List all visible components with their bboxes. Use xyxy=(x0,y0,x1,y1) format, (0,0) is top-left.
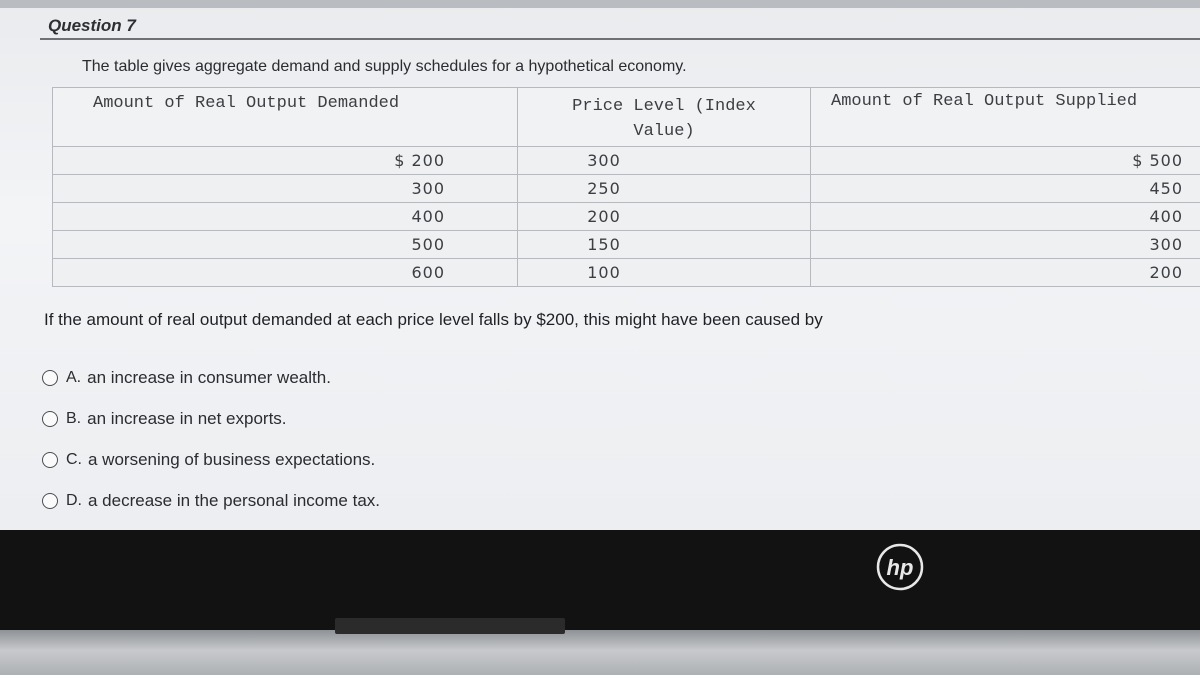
choice-a[interactable] xyxy=(42,357,380,398)
table-row xyxy=(53,259,1200,287)
schedule-table xyxy=(52,87,1200,287)
question-title: Question 7 xyxy=(48,16,136,35)
cell-price: 250 xyxy=(518,175,811,203)
radio-button-icon[interactable] xyxy=(42,452,58,468)
header-demanded: Amount of Real Output Demanded xyxy=(53,88,518,147)
question-header xyxy=(40,12,1200,40)
cell-price: 200 xyxy=(518,203,811,231)
cell-supplied: 300 xyxy=(811,231,1200,259)
choice-text[interactable]: a decrease in the personal income tax. xyxy=(88,490,381,510)
header-price-level xyxy=(518,88,811,147)
choice-c[interactable] xyxy=(42,439,380,480)
choice-text[interactable]: an increase in consumer wealth. xyxy=(87,367,331,387)
table-row xyxy=(53,147,1200,175)
question-intro: The table gives aggregate demand and supply schedules for a hypothetical economy. xyxy=(82,58,687,75)
cell-price: 150 xyxy=(518,231,811,259)
laptop-base xyxy=(0,630,1200,675)
choice-b[interactable] xyxy=(42,398,380,439)
choice-letter: C. xyxy=(66,450,82,468)
question-prompt: If the amount of real output demanded at each price level falls by $200, this might have been caused by xyxy=(44,310,823,329)
header-price-line2: Value) xyxy=(633,122,695,141)
cell-demanded: $ 200 xyxy=(53,147,518,175)
cell-supplied: 200 xyxy=(811,259,1200,287)
cell-price: 300 xyxy=(518,147,811,175)
cell-supplied: 400 xyxy=(811,203,1200,231)
cell-demanded: 300 xyxy=(53,175,518,203)
header-supplied: Amount of Real Output Supplied xyxy=(811,88,1200,147)
choice-letter: B. xyxy=(66,409,82,427)
radio-button-icon[interactable] xyxy=(42,411,58,427)
screen-top-strip xyxy=(0,0,1200,8)
radio-button-icon[interactable] xyxy=(42,370,58,386)
hp-logo-icon xyxy=(876,543,924,591)
cell-supplied: $ 500 xyxy=(811,147,1200,175)
table-row xyxy=(53,175,1200,203)
table-row xyxy=(53,203,1200,231)
cell-demanded: 600 xyxy=(53,259,518,287)
choice-letter: D. xyxy=(66,491,82,509)
choice-text[interactable]: an increase in net exports. xyxy=(87,408,287,428)
choice-letter: A. xyxy=(66,368,82,386)
table-row xyxy=(53,231,1200,259)
table-header-row xyxy=(53,88,1200,147)
radio-button-icon[interactable] xyxy=(42,493,58,509)
choice-d[interactable] xyxy=(42,480,380,521)
answer-choices xyxy=(42,357,380,521)
hp-logo-text: hp xyxy=(886,555,914,580)
choice-text[interactable]: a worsening of business expectations. xyxy=(88,449,376,469)
header-price-line1: Price Level (Index xyxy=(572,97,756,116)
cell-demanded: 400 xyxy=(53,203,518,231)
cell-supplied: 450 xyxy=(811,175,1200,203)
cell-price: 100 xyxy=(518,259,811,287)
hinge-slot xyxy=(335,618,565,634)
cell-demanded: 500 xyxy=(53,231,518,259)
